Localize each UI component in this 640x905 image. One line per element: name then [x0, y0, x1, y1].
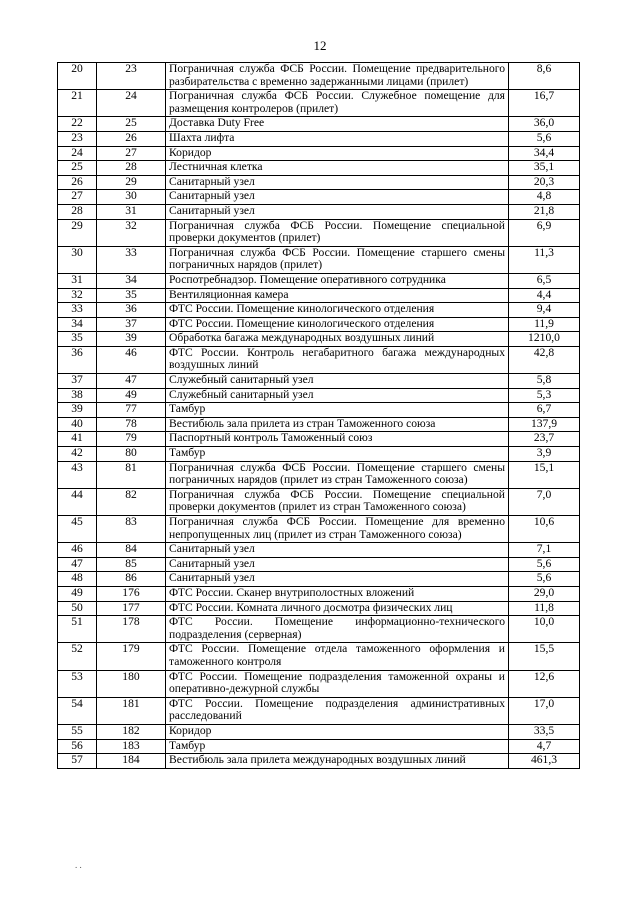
- room-number-cell: 80: [97, 447, 166, 462]
- room-description-cell: ФТС России. Комната личного досмотра физических лиц: [166, 601, 509, 616]
- footer-mark: . .: [75, 860, 82, 870]
- room-number-cell: 33: [97, 246, 166, 273]
- row-number-cell: 53: [58, 670, 97, 697]
- room-area-cell: 21,8: [509, 204, 580, 219]
- room-number-cell: 30: [97, 190, 166, 205]
- table-row: [58, 403, 580, 418]
- table-row: [58, 586, 580, 601]
- room-area-cell: 11,3: [509, 246, 580, 273]
- room-description-cell: Роспотребнадзор. Помещение оперативного сотрудника: [166, 273, 509, 288]
- room-area-cell: 137,9: [509, 417, 580, 432]
- row-number-cell: 45: [58, 516, 97, 543]
- room-number-cell: 34: [97, 273, 166, 288]
- table-row: [58, 273, 580, 288]
- room-number-cell: 32: [97, 219, 166, 246]
- room-area-cell: 5,3: [509, 388, 580, 403]
- table-row: [58, 146, 580, 161]
- table-row: [58, 516, 580, 543]
- room-number-cell: 25: [97, 117, 166, 132]
- table-row: [58, 317, 580, 332]
- table-row: [58, 488, 580, 515]
- room-description-cell: ФТС России. Помещение отдела таможенного оформления и таможенного контроля: [166, 643, 509, 670]
- room-number-cell: 178: [97, 616, 166, 643]
- room-number-cell: 179: [97, 643, 166, 670]
- room-description-cell: Вестибюль зала прилета из стран Таможенного союза: [166, 417, 509, 432]
- room-area-cell: 7,0: [509, 488, 580, 515]
- room-area-cell: 461,3: [509, 754, 580, 769]
- room-description-cell: Санитарный узел: [166, 204, 509, 219]
- room-number-cell: 47: [97, 374, 166, 389]
- row-number-cell: 33: [58, 303, 97, 318]
- table-row: [58, 90, 580, 117]
- room-description-cell: Тамбур: [166, 447, 509, 462]
- room-area-cell: 5,6: [509, 131, 580, 146]
- room-area-cell: 23,7: [509, 432, 580, 447]
- table-row: [58, 432, 580, 447]
- table-row: [58, 616, 580, 643]
- room-area-cell: 6,7: [509, 403, 580, 418]
- room-area-cell: 11,8: [509, 601, 580, 616]
- row-number-cell: 27: [58, 190, 97, 205]
- room-description-cell: ФТС России. Помещение информационно-технического подразделения (серверная): [166, 616, 509, 643]
- room-description-cell: Пограничная служба ФСБ России. Помещение специальной проверки документов (прилет из стран Таможенного союза): [166, 488, 509, 515]
- room-description-cell: ФТС России. Помещение кинологического отделения: [166, 303, 509, 318]
- table-row: [58, 374, 580, 389]
- table-row: [58, 601, 580, 616]
- room-number-cell: 83: [97, 516, 166, 543]
- table-row: [58, 739, 580, 754]
- room-number-cell: 181: [97, 697, 166, 724]
- room-description-cell: ФТС России. Сканер внутриполостных вложений: [166, 586, 509, 601]
- room-area-cell: 9,4: [509, 303, 580, 318]
- room-area-cell: 5,8: [509, 374, 580, 389]
- table-row: [58, 388, 580, 403]
- room-number-cell: 86: [97, 572, 166, 587]
- room-number-cell: 184: [97, 754, 166, 769]
- room-number-cell: 23: [97, 63, 166, 90]
- room-description-cell: Пограничная служба ФСБ России. Помещение для временно непропущенных лиц (прилет из стран Таможенного союза): [166, 516, 509, 543]
- room-description-cell: Вентиляционная камера: [166, 288, 509, 303]
- table-row: [58, 332, 580, 347]
- row-number-cell: 22: [58, 117, 97, 132]
- room-area-cell: 6,5: [509, 273, 580, 288]
- room-description-cell: Пограничная служба ФСБ России. Помещение старшего смены пограничных нарядов (прилет из стран Таможенного союза): [166, 461, 509, 488]
- room-description-cell: Коридор: [166, 724, 509, 739]
- room-number-cell: 79: [97, 432, 166, 447]
- room-description-cell: Санитарный узел: [166, 190, 509, 205]
- row-number-cell: 37: [58, 374, 97, 389]
- table-row: [58, 246, 580, 273]
- table-row: [58, 161, 580, 176]
- row-number-cell: 50: [58, 601, 97, 616]
- row-number-cell: 36: [58, 346, 97, 373]
- room-number-cell: 29: [97, 175, 166, 190]
- room-number-cell: 26: [97, 131, 166, 146]
- table-row: [58, 461, 580, 488]
- table-row: [58, 754, 580, 769]
- table-row: [58, 288, 580, 303]
- room-area-cell: 11,9: [509, 317, 580, 332]
- room-description-cell: Пограничная служба ФСБ России. Служебное помещение для размещения контролеров (прилет): [166, 90, 509, 117]
- row-number-cell: 26: [58, 175, 97, 190]
- row-number-cell: 44: [58, 488, 97, 515]
- room-area-cell: 29,0: [509, 586, 580, 601]
- room-description-cell: Пограничная служба ФСБ России. Помещение предварительного разбирательства с временно задержанными лицами (прилет): [166, 63, 509, 90]
- room-area-cell: 8,6: [509, 63, 580, 90]
- row-number-cell: 20: [58, 63, 97, 90]
- row-number-cell: 55: [58, 724, 97, 739]
- room-number-cell: 27: [97, 146, 166, 161]
- room-area-cell: 20,3: [509, 175, 580, 190]
- room-area-cell: 4,7: [509, 739, 580, 754]
- row-number-cell: 31: [58, 273, 97, 288]
- table-row: [58, 724, 580, 739]
- room-description-cell: Коридор: [166, 146, 509, 161]
- row-number-cell: 32: [58, 288, 97, 303]
- room-area-cell: 1210,0: [509, 332, 580, 347]
- room-description-cell: ФТС России. Помещение кинологического отделения: [166, 317, 509, 332]
- row-number-cell: 42: [58, 447, 97, 462]
- row-number-cell: 24: [58, 146, 97, 161]
- row-number-cell: 51: [58, 616, 97, 643]
- room-description-cell: Санитарный узел: [166, 557, 509, 572]
- room-description-cell: ФТС России. Контроль негабаритного багажа международных воздушных линий: [166, 346, 509, 373]
- rooms-table: [57, 62, 580, 769]
- row-number-cell: 52: [58, 643, 97, 670]
- row-number-cell: 48: [58, 572, 97, 587]
- table-row: [58, 670, 580, 697]
- row-number-cell: 56: [58, 739, 97, 754]
- room-description-cell: Шахта лифта: [166, 131, 509, 146]
- room-number-cell: 176: [97, 586, 166, 601]
- table-row: [58, 303, 580, 318]
- table-row: [58, 557, 580, 572]
- room-description-cell: ФТС России. Помещение подразделения таможенной охраны и оперативно-дежурной службы: [166, 670, 509, 697]
- room-number-cell: 180: [97, 670, 166, 697]
- room-number-cell: 36: [97, 303, 166, 318]
- row-number-cell: 35: [58, 332, 97, 347]
- room-description-cell: Пограничная служба ФСБ России. Помещение специальной проверки документов (прилет): [166, 219, 509, 246]
- room-area-cell: 4,8: [509, 190, 580, 205]
- row-number-cell: 41: [58, 432, 97, 447]
- room-number-cell: 31: [97, 204, 166, 219]
- row-number-cell: 46: [58, 543, 97, 558]
- table-row: [58, 131, 580, 146]
- room-description-cell: Тамбур: [166, 403, 509, 418]
- room-area-cell: 5,6: [509, 572, 580, 587]
- table-row: [58, 643, 580, 670]
- room-area-cell: 17,0: [509, 697, 580, 724]
- room-number-cell: 35: [97, 288, 166, 303]
- room-number-cell: 77: [97, 403, 166, 418]
- table-row: [58, 219, 580, 246]
- room-number-cell: 28: [97, 161, 166, 176]
- room-number-cell: 183: [97, 739, 166, 754]
- room-description-cell: Паспортный контроль Таможенный союз: [166, 432, 509, 447]
- table-row: [58, 447, 580, 462]
- room-number-cell: 24: [97, 90, 166, 117]
- room-number-cell: 177: [97, 601, 166, 616]
- room-area-cell: 10,6: [509, 516, 580, 543]
- room-number-cell: 182: [97, 724, 166, 739]
- room-area-cell: 5,6: [509, 557, 580, 572]
- room-description-cell: Санитарный узел: [166, 175, 509, 190]
- row-number-cell: 21: [58, 90, 97, 117]
- row-number-cell: 54: [58, 697, 97, 724]
- room-number-cell: 37: [97, 317, 166, 332]
- room-description-cell: Служебный санитарный узел: [166, 388, 509, 403]
- room-area-cell: 33,5: [509, 724, 580, 739]
- row-number-cell: 23: [58, 131, 97, 146]
- room-area-cell: 36,0: [509, 117, 580, 132]
- rooms-table-body: [58, 63, 580, 769]
- room-area-cell: 7,1: [509, 543, 580, 558]
- room-description-cell: Вестибюль зала прилета международных воздушных линий: [166, 754, 509, 769]
- room-area-cell: 42,8: [509, 346, 580, 373]
- table-row: [58, 417, 580, 432]
- table-row: [58, 190, 580, 205]
- table-row: [58, 63, 580, 90]
- room-area-cell: 15,5: [509, 643, 580, 670]
- table-row: [58, 543, 580, 558]
- row-number-cell: 47: [58, 557, 97, 572]
- row-number-cell: 57: [58, 754, 97, 769]
- room-area-cell: 16,7: [509, 90, 580, 117]
- room-number-cell: 82: [97, 488, 166, 515]
- row-number-cell: 29: [58, 219, 97, 246]
- row-number-cell: 38: [58, 388, 97, 403]
- table-row: [58, 117, 580, 132]
- room-number-cell: 49: [97, 388, 166, 403]
- room-description-cell: Обработка багажа международных воздушных линий: [166, 332, 509, 347]
- row-number-cell: 49: [58, 586, 97, 601]
- room-number-cell: 84: [97, 543, 166, 558]
- room-area-cell: 6,9: [509, 219, 580, 246]
- room-description-cell: Служебный санитарный узел: [166, 374, 509, 389]
- room-area-cell: 35,1: [509, 161, 580, 176]
- room-number-cell: 78: [97, 417, 166, 432]
- room-area-cell: 15,1: [509, 461, 580, 488]
- table-row: [58, 697, 580, 724]
- row-number-cell: 39: [58, 403, 97, 418]
- room-description-cell: Лестничная клетка: [166, 161, 509, 176]
- room-number-cell: 46: [97, 346, 166, 373]
- row-number-cell: 34: [58, 317, 97, 332]
- room-number-cell: 39: [97, 332, 166, 347]
- table-row: [58, 204, 580, 219]
- row-number-cell: 28: [58, 204, 97, 219]
- row-number-cell: 40: [58, 417, 97, 432]
- room-description-cell: Санитарный узел: [166, 543, 509, 558]
- row-number-cell: 25: [58, 161, 97, 176]
- room-description-cell: Пограничная служба ФСБ России. Помещение старшего смены пограничных нарядов (прилет): [166, 246, 509, 273]
- room-area-cell: 10,0: [509, 616, 580, 643]
- room-description-cell: ФТС России. Помещение подразделения административных расследований: [166, 697, 509, 724]
- row-number-cell: 30: [58, 246, 97, 273]
- room-area-cell: 12,6: [509, 670, 580, 697]
- page-number: 12: [313, 38, 327, 53]
- room-description-cell: Доставка Duty Free: [166, 117, 509, 132]
- room-area-cell: 34,4: [509, 146, 580, 161]
- row-number-cell: 43: [58, 461, 97, 488]
- room-number-cell: 81: [97, 461, 166, 488]
- room-description-cell: Санитарный узел: [166, 572, 509, 587]
- room-area-cell: 4,4: [509, 288, 580, 303]
- room-number-cell: 85: [97, 557, 166, 572]
- table-row: [58, 572, 580, 587]
- room-description-cell: Тамбур: [166, 739, 509, 754]
- table-row: [58, 175, 580, 190]
- room-area-cell: 3,9: [509, 447, 580, 462]
- table-row: [58, 346, 580, 373]
